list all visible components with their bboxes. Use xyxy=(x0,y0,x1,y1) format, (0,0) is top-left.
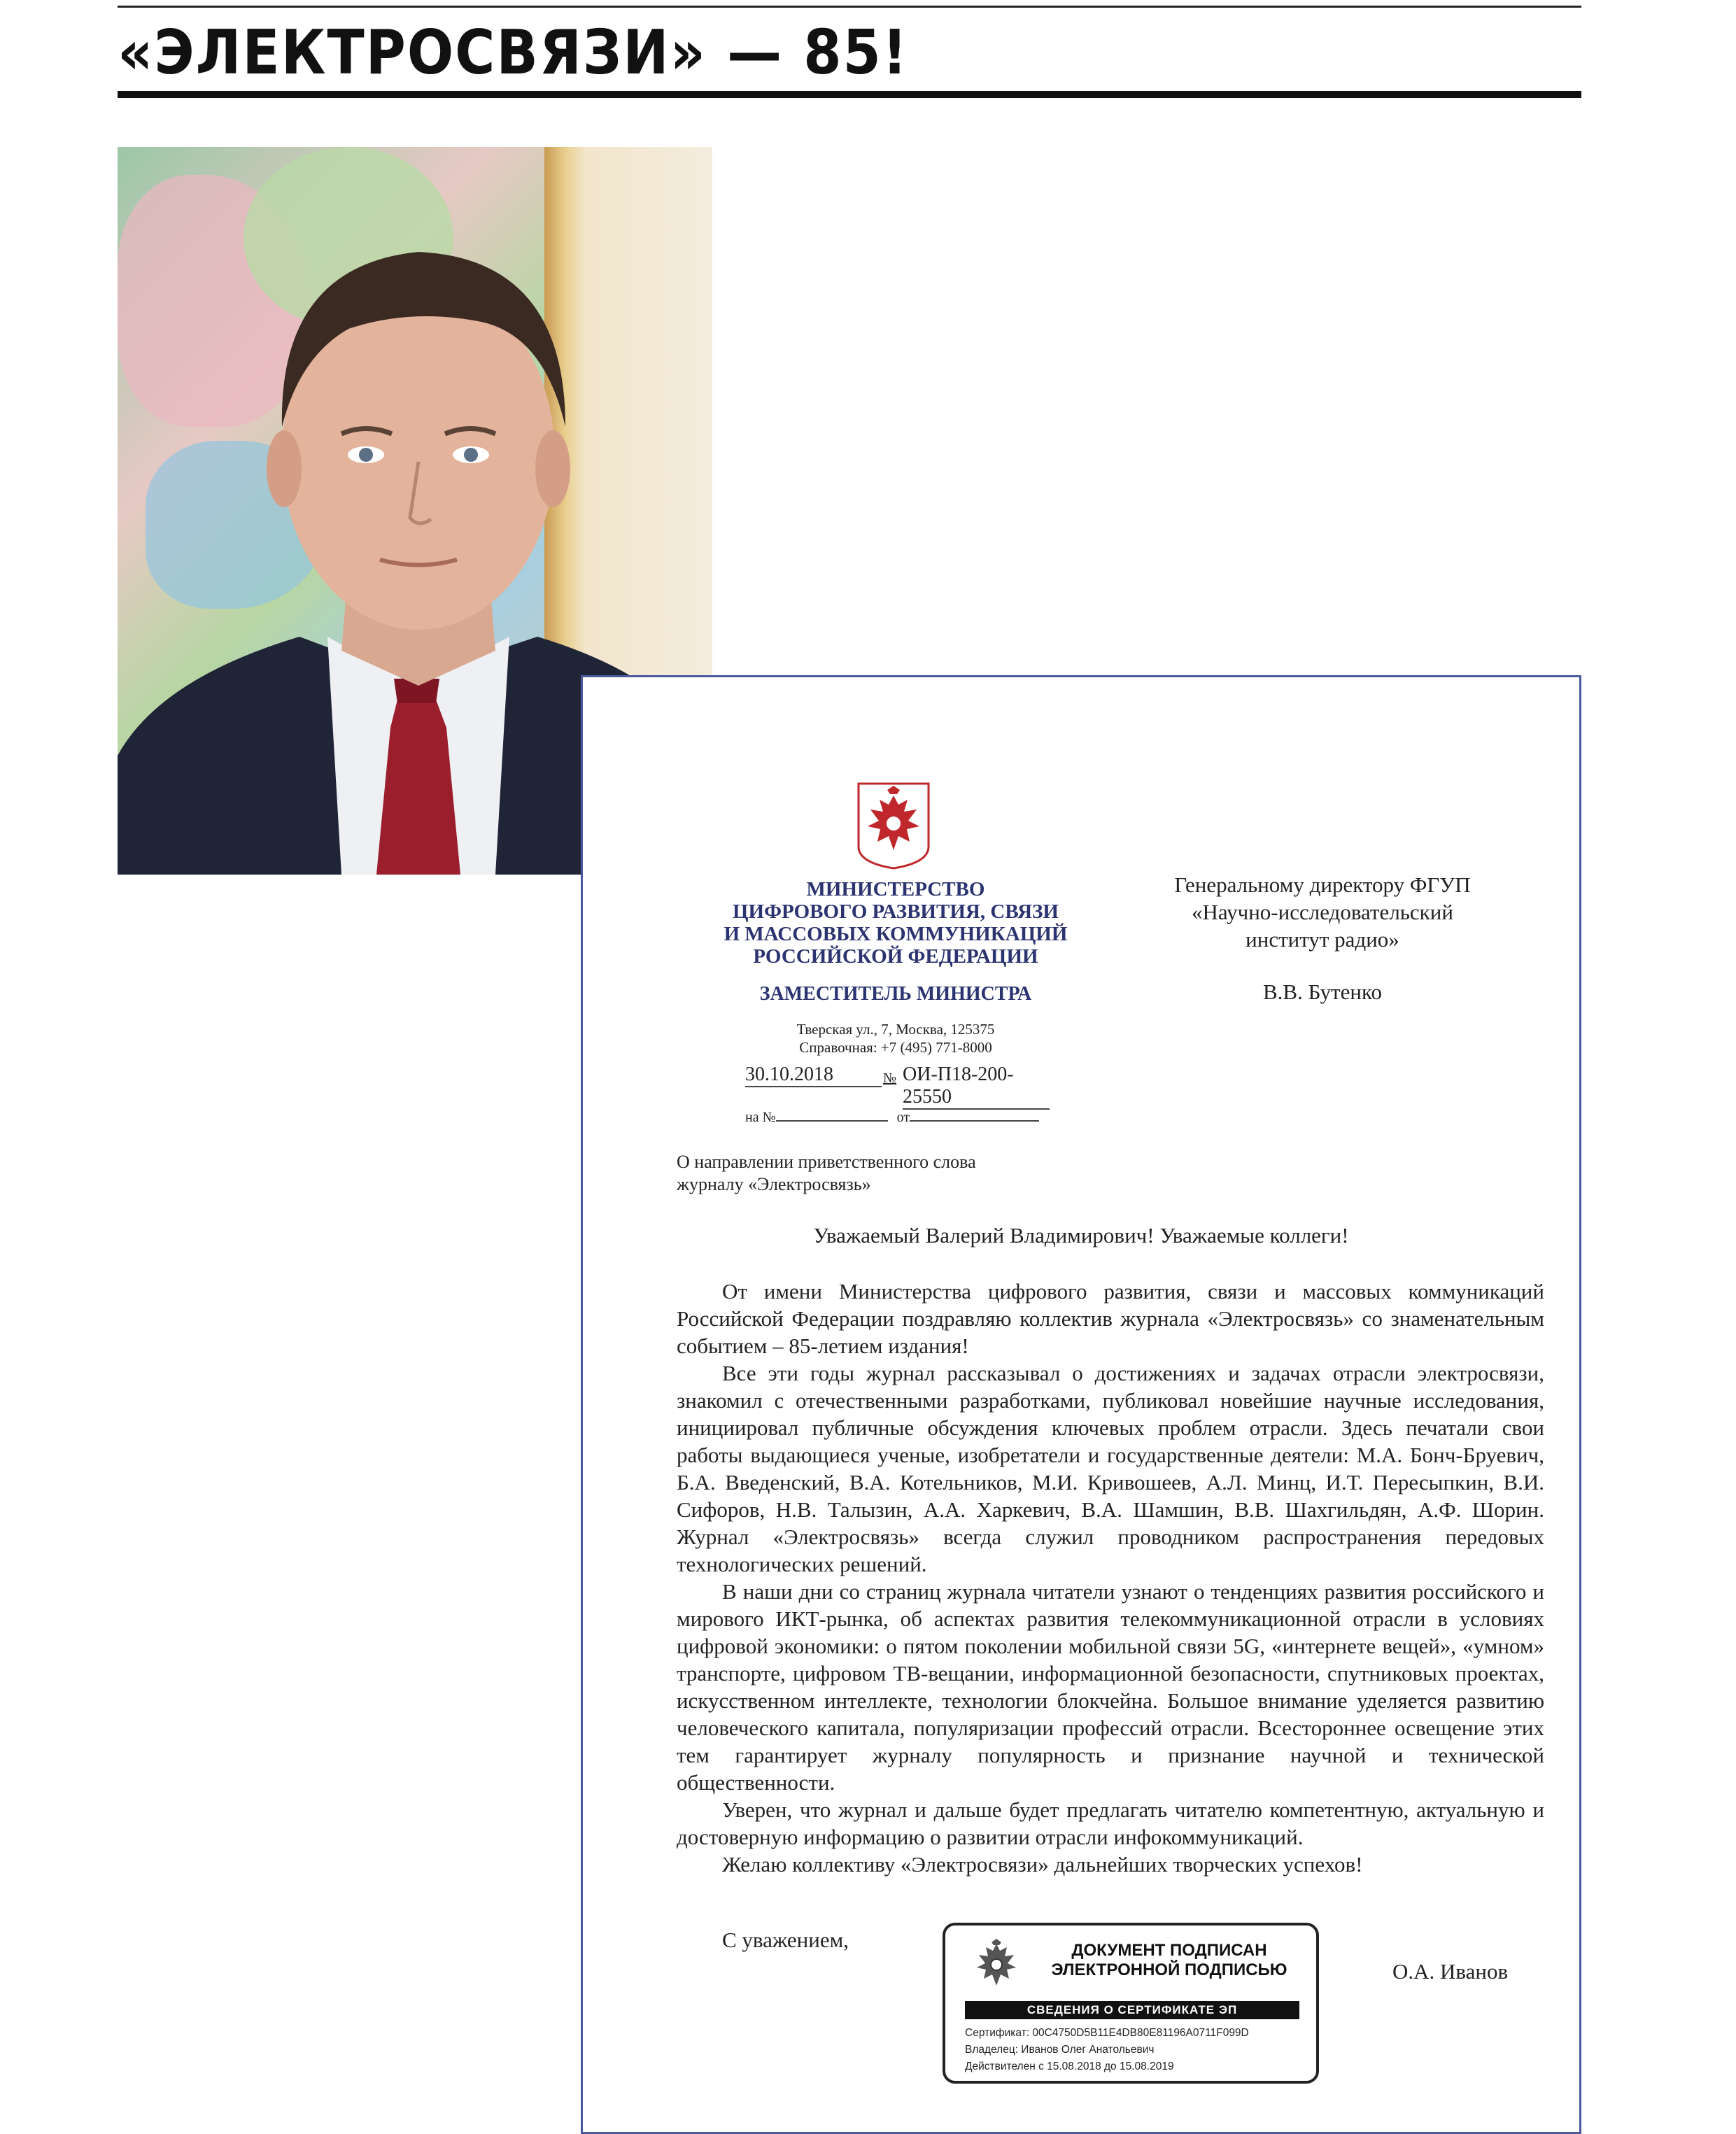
certificate-band: СВЕДЕНИЯ О СЕРТИФИКАТЕ ЭП xyxy=(965,2001,1299,2019)
certificate-number: Сертификат: 00C4750D5B11E4DB80E81196A0711F099D xyxy=(965,2027,1249,2039)
blank-field xyxy=(776,1120,888,1122)
body-paragraph: Уверен, что журнал и дальше будет предлагать читателю компетентную, актуальную и достоверную информацию о развитии отрасли инфокоммуникаций. xyxy=(677,1797,1544,1849)
stamp-title-line: ЭЛЕКТРОННОЙ ПОДПИСЬЮ xyxy=(1051,1960,1287,1979)
top-rule xyxy=(118,6,1581,8)
na-label: на № xyxy=(745,1110,776,1125)
addressee-line: Генеральному директору ФГУП xyxy=(1174,872,1471,897)
ministry-line: РОССИЙСКОЙ ФЕДЕРАЦИИ xyxy=(753,945,1038,968)
stamp-title-line: ДОКУМЕНТ ПОДПИСАН xyxy=(1071,1941,1267,1960)
ot-label: от xyxy=(896,1110,910,1125)
certificate-validity: Действителен с 15.08.2018 до 15.08.2019 xyxy=(965,2061,1174,2072)
blank-field xyxy=(910,1120,1039,1122)
ministry-name xyxy=(700,878,1092,968)
ministry-line: ЦИФРОВОГО РАЗВИТИЯ, СВЯЗИ xyxy=(733,900,1059,923)
deputy-minister-title: ЗАМЕСТИТЕЛЬ МИНИСТРА xyxy=(759,983,1032,1005)
page-title: «ЭЛЕКТРОСВЯЗИ» — 85! xyxy=(118,17,909,89)
subject-line: О направлении приветственного слова xyxy=(677,1152,976,1172)
e-signature-stamp xyxy=(943,1923,1319,2084)
certificate-owner: Владелец: Иванов Олег Анатольевич xyxy=(965,2044,1155,2056)
phone-line: Справочная: +7 (495) 771-8000 xyxy=(799,1039,992,1056)
certificate-details xyxy=(965,2025,1308,2075)
letter-body xyxy=(677,1278,1544,1878)
letter-subject xyxy=(677,1151,1166,1196)
body-paragraph: В наши дни со страниц журнала читатели узнают о тенденциях развития российского и мирового ИКТ-рынка, об аспектах развития телекоммуникационной отрасли в условиях цифровой экономики: о пятом поколении мобильной связи 5G, «интернете вещей», «умном» транспорте, цифровом ТВ-вещании, информационной безопасности, спутниковых проектах, искусственном интеллекте, технологии блокчейна. Большое внимание уделяется развитию человеческого капитала, популяризации профессий отрасли. Всестороннее освещение этих тем гарантирует журналу популярность и признание научной и технической общественности. xyxy=(677,1579,1544,1795)
body-paragraph: Все эти годы журнал рассказывал о достижениях и задачах отрасли электросвязи, знакомил с отечественными разработками, публиковал новейшие научные исследования, инициировал публичные обсуждения ключевых проблем отрасли. Здесь печатали свои работы выдающиеся ученые, изобретатели и государственные деятели: М.А. Бонч-Бруевич, Б.А. Введенский, В.А. Котельников, М.И. Кривошеев, А.Л. Минц, И.Т. Пересыпкин, В.И. Сифоров, Н.В. Талызин, А.А. Харкевич, В.А. Шамшин, В.В. Шахгильдян, А.Ф. Шорин. Журнал «Электросвязь» всегда служил проводником распространения передовых технологических решений. xyxy=(677,1361,1544,1576)
body-paragraph: Желаю коллективу «Электросвязи» дальнейших творческих успехов! xyxy=(722,1852,1363,1877)
ministry-line: МИНИСТЕРСТВО xyxy=(806,878,985,900)
greeting: Уважаемый Валерий Владимирович! Уважаемые коллеги! xyxy=(813,1223,1349,1248)
letter-number: ОИ-П18-200-25550 xyxy=(903,1064,1050,1110)
letter-date: 30.10.2018 xyxy=(745,1064,882,1087)
ministry-line: И МАССОВЫХ КОММУНИКАЦИЙ xyxy=(724,923,1068,945)
signer-name: О.А. Иванов xyxy=(1392,1959,1509,1984)
addressee-line: институт радио» xyxy=(1245,927,1399,952)
title-underline xyxy=(118,91,1581,98)
reference-line xyxy=(745,1110,1039,1126)
stamp-title xyxy=(1029,1941,1309,1980)
ministry-address xyxy=(700,1020,1092,1057)
addressee-name: В.В. Бутенко xyxy=(1262,980,1382,1004)
subject-line: журналу «Электросвязь» xyxy=(677,1174,871,1194)
address-line: Тверская ул., 7, Москва, 125375 xyxy=(796,1021,995,1038)
addressee xyxy=(1134,871,1511,953)
coat-of-arms-icon xyxy=(972,1938,1021,1994)
closing: С уважением, xyxy=(722,1928,849,1952)
addressee-line: «Научно-исследовательский xyxy=(1192,900,1453,924)
coat-of-arms-icon xyxy=(855,780,932,871)
body-paragraph: От имени Министерства цифрового развития, связи и массовых коммуникаций Российской Федерации поздравляю коллектив журнала «Электросвязь» со знаменательным событием – 85-летием издания! xyxy=(677,1279,1544,1358)
number-sign: № xyxy=(883,1070,897,1086)
